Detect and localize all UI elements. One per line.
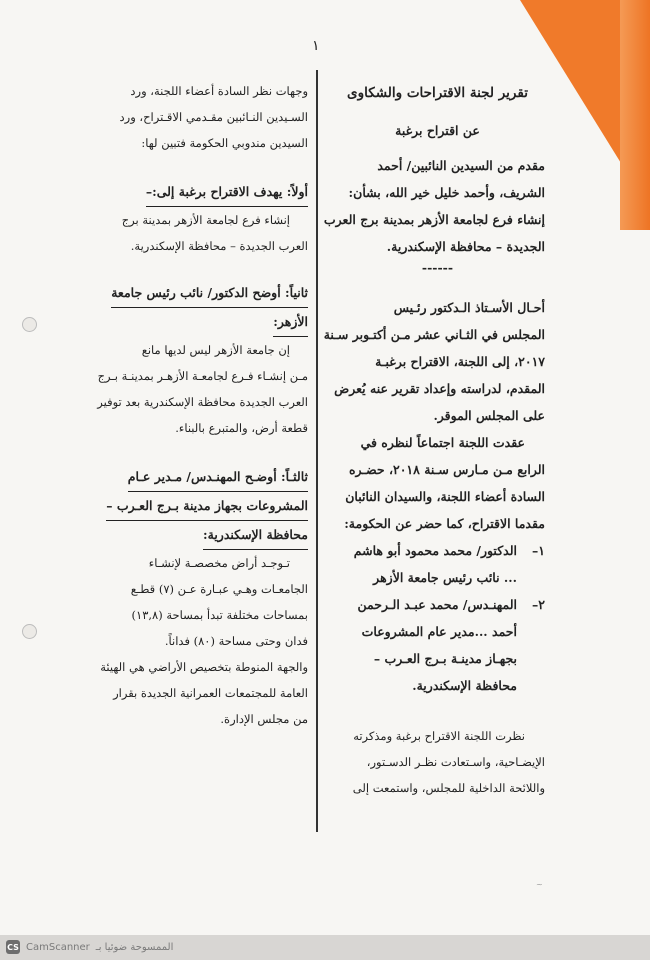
page-number: ١ [312,38,320,54]
attendee-1-title: ... نائب رئيس جامعة الأزهر [373,570,517,585]
meeting-line: عقدت اللجنة اجتماعاً لنظره في [360,435,525,450]
intro-line: مقدم من السيدين النائبين/ أحمد [377,158,545,173]
intro-line: إنشاء فرع لجامعة الأزهر بمدينة برج العرب [323,212,545,227]
heading-third-cont [96,521,308,550]
attendee-1 [330,537,545,564]
separator-dashes: ------ [421,260,454,275]
review-line: الإيضـاحية، واسـتعادت نظـر الدسـتور، [366,755,545,769]
camscanner-logo-icon: CS [6,940,20,954]
meeting-line: مقدما الاقتراح، كما حضر عن الحكومة: [344,516,545,531]
orange-edge [620,0,650,230]
attendee-1-number: ١– [532,543,545,558]
referral-line: أحـال الأسـتاذ الـدكتور رئـيس [393,300,545,315]
heading-third-cont-text: المشروعات بجهاز مدينة بـرج العـرب – [106,492,308,521]
intro-line: الجديدة – محافظة الإسكندرية. [386,239,545,254]
heading-third [96,463,308,492]
referral-line: ٢٠١٧، إلى اللجنة، الاقتراح برغبـة [375,354,545,369]
attendee-1-name: الدكتور/ محمد محمود أبو هاشم [353,543,517,558]
second-para-line: مـن إنشـاء فـرع لجامعـة الأزهـر بمدينـة بـرج [97,369,308,383]
heading-second [96,279,308,308]
meeting-line: الرابع مـن مـارس سـنة ٢٠١٨، حضـره [348,462,545,477]
attendee-2-title: محافظة الإسكندرية. [412,678,517,693]
heading-second-cont [96,308,308,337]
fourth-para-line: العامة للمجتمعات العمرانية الجديدة بقرار [113,686,308,700]
camscanner-label: CamScanner [26,941,90,953]
attendee-2 [330,591,545,618]
handwritten-mark: ~ [536,880,543,889]
report-subtitle: عن اقتراح برغبة [395,123,480,138]
attendee-2-number: ٢– [532,597,545,612]
scanner-footer [0,937,650,957]
second-para-line: العرب الجديدة محافظة الإسكندرية بعد توفير [97,395,308,409]
heading-third-text: ثالثـاً: أوضـح المهنـدس/ مـدير عـام [128,463,308,492]
first-para-line: العرب الجديدة – محافظة الإسكندرية. [130,239,308,253]
report-title: تقرير لجنة الاقتراحات والشكاوى [347,85,528,101]
fourth-para-line: والجهة المنوطة بتخصيص الأراضي هي الهيئة [100,660,308,674]
attendee-2-title: أحمد ...مدير عام المشروعات [361,624,517,639]
referral-line: المجلس في الثـاني عشر مـن أكتـوبر سـنة [323,327,545,342]
first-para-line: إنشاء فرع لجامعة الأزهر بمدينة برج [121,213,290,227]
column-divider [316,70,318,832]
review-line: واللائحة الداخلية للمجلس، واستمعت إلى [352,781,545,795]
third-para-line: الجامعـات وهـي عبـارة عـن (٧) قطـع [130,582,308,596]
heading-first-text: أولاً: يهدف الاقتراح برغبة إلى:– [146,178,308,207]
punch-hole-top [22,317,37,332]
heading-second-text: ثانياً: أوضح الدكتور/ نائب رئيس جامعة [111,279,308,308]
third-para-line: تـوجـد أراض مخصصـة لإنشـاء [148,556,290,570]
third-para-line: بمساحات مختلفة تبدأ بمساحة (١٣,٨) [131,608,308,622]
heading-third-cont [96,492,308,521]
right-column [323,80,545,801]
punch-hole-bottom [22,624,37,639]
views-line: السيدين مندوبي الحكومة فتبين لها: [141,136,308,150]
left-column [96,78,308,732]
heading-first [96,178,308,207]
heading-second-cont-text: الأزهر: [273,308,308,337]
attendee-2-title: بجهـاز مدينـة بـرج العـرب – [373,651,517,666]
third-para-line: فدان وحتى مساحة (٨٠) فداناً. [164,634,308,648]
fourth-para-line: من مجلس الإدارة. [220,712,308,726]
referral-line: المقدم، لدراسته وإعداد تقرير عنه يُعرض [334,381,545,396]
referral-line: على المجلس الموقر. [433,408,545,423]
second-para-line: إن جامعة الأزهر ليس لديها مانع [141,343,290,357]
attendee-2-name: المهنـدس/ محمد عبـد الـرحمن [357,597,517,612]
views-line: وجهات نظر السادة أعضاء اللجنة، ورد [130,84,308,98]
views-line: السـيدين النـائبين مقـدمي الاقـتراح، ورد [119,110,308,124]
heading-third-cont-text-2: محافظة الإسكندرية: [203,521,308,550]
camscanner-arabic-label: الممسوحة ضوئيا بـ [95,941,174,953]
second-para-line: قطعة أرض، والمتبرع بالبناء. [175,421,308,435]
intro-line: الشريف، وأحمد خليل خير الله، بشأن: [348,185,545,200]
review-line: نظرت اللجنة الاقتراح برغبة ومذكرته [353,729,525,743]
meeting-line: السادة أعضاء اللجنة، والسيدان النائبان [345,489,545,504]
